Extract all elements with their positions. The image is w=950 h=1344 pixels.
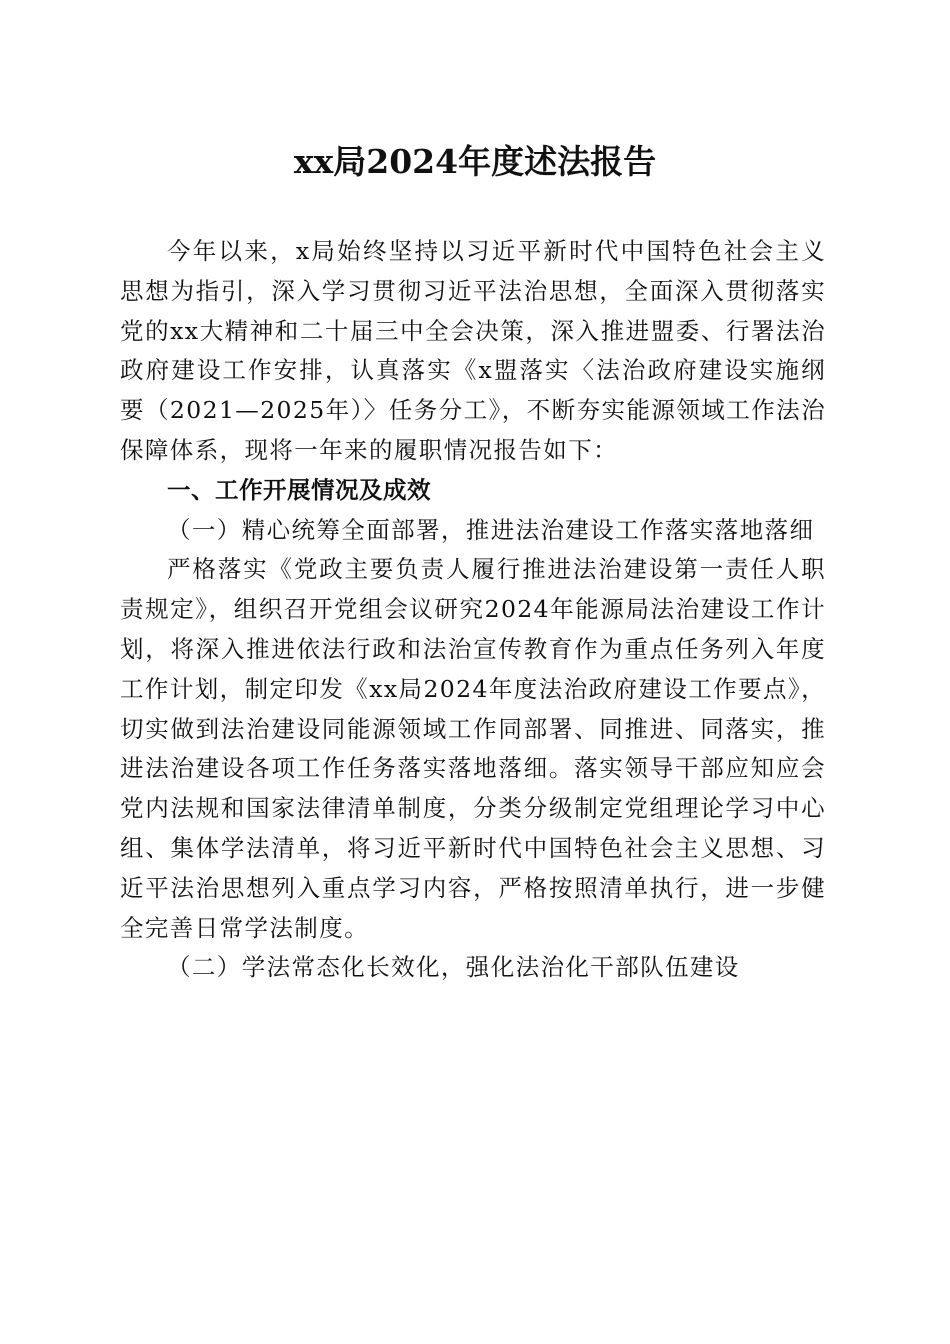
section-heading-1: 一、工作开展情况及成效 [167, 475, 431, 504]
subsection-body-1: 严格落实《党政主要负责人履行推进法治建设第一责任人职责规定》，组织召开党组会议研究2024年能源局法治建设工作计划，将深入推进依法行政和法治宣传教育作为重点任务列入年度工作计划，制定印发《xx局2024年度法治政府建设工作要点》，切实做到法治建设同能源领域工作同部署、同推进、同落实，推进法治建设各项工作任务落实落地落细。落实领导干部应知应会党内法规和国家法律清单制度，分类分级制定党组理论学习中心组、集体学法清单，将习近平新时代中国特色社会主义思想、习近平法治思想列入重点学习内容，严格按照清单执行，进一步健全完善日常学法制度。 [120, 555, 826, 942]
subsection-heading-1: （一）精心统筹全面部署，推进法治建设工作落实落地落细 [167, 515, 815, 544]
subsection-heading-2: （二）学法常态化长效化，强化法治化干部队伍建设 [167, 953, 740, 982]
intro-paragraph: 今年以来，x局始终坚持以习近平新时代中国特色社会主义思想为指引，深入学习贯彻习近平法治思想，全面深入贯彻落实党的xx大精神和二十届三中全会决策，深入推进盟委、行署法治政府建设工作安排，认真落实《x盟落实〈法治政府建设实施纲要（2021—2025年）〉任务分工》，不断夯实能源领域工作法治保障体系，现将一年来的履职情况报告如下： [120, 237, 826, 464]
document-title: xx局2024年度述法报告 [293, 142, 657, 181]
document-body [120, 232, 826, 988]
